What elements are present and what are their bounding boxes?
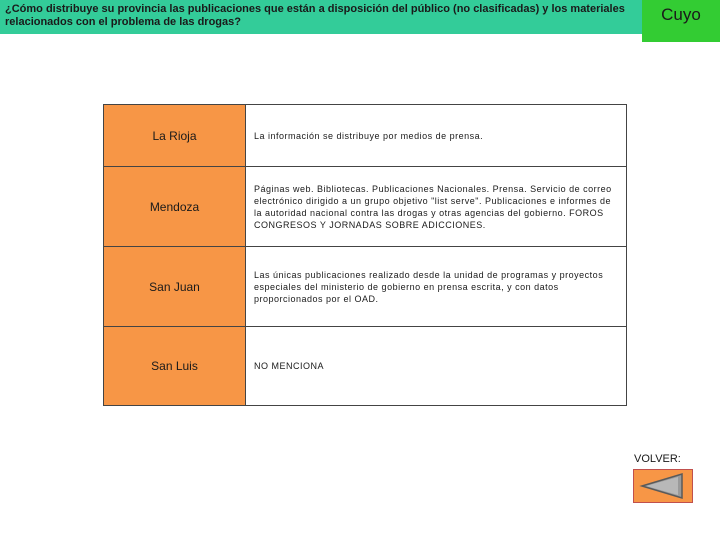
province-answer: Las únicas publicaciones realizado desde la unidad de programas y proyectos especiales del ministerio de gobierno en prensa escrita, y con datos proporcionados por el OAD. <box>254 269 604 304</box>
province-answer: Páginas web. Bibliotecas. Publicaciones Nacionales. Prensa. Servicio de correo electrónico dirigido a un grupo objetivo "list serve". Publicaciones e informes de la autoridad nacional contra las drogas y otras agencias del gobierno. FOROS CONGRESOS Y JORNADAS SOBRE ADICCIONES. <box>254 183 612 230</box>
province-name: La Rioja <box>104 105 246 166</box>
volver-label: VOLVER: <box>634 453 681 465</box>
province-table <box>103 104 627 406</box>
region-label: Cuyo <box>642 0 720 42</box>
table-row <box>104 247 626 327</box>
left-arrow-icon <box>634 470 692 502</box>
table-row <box>104 327 626 405</box>
province-answer: NO MENCIONA <box>254 361 325 371</box>
question-header <box>0 0 642 34</box>
province-answer: La información se distribuye por medios de prensa. <box>254 130 484 141</box>
table-row <box>104 105 626 167</box>
question-text: ¿Cómo distribuye su provincia las publicaciones que están a disposición del público (no clasificadas) y los materiales relacionados con el problema de las drogas? <box>5 3 625 28</box>
table-row <box>104 167 626 247</box>
back-button[interactable] <box>633 469 693 503</box>
province-name: Mendoza <box>104 167 246 246</box>
province-name: San Juan <box>104 247 246 326</box>
province-name: San Luis <box>104 327 246 405</box>
